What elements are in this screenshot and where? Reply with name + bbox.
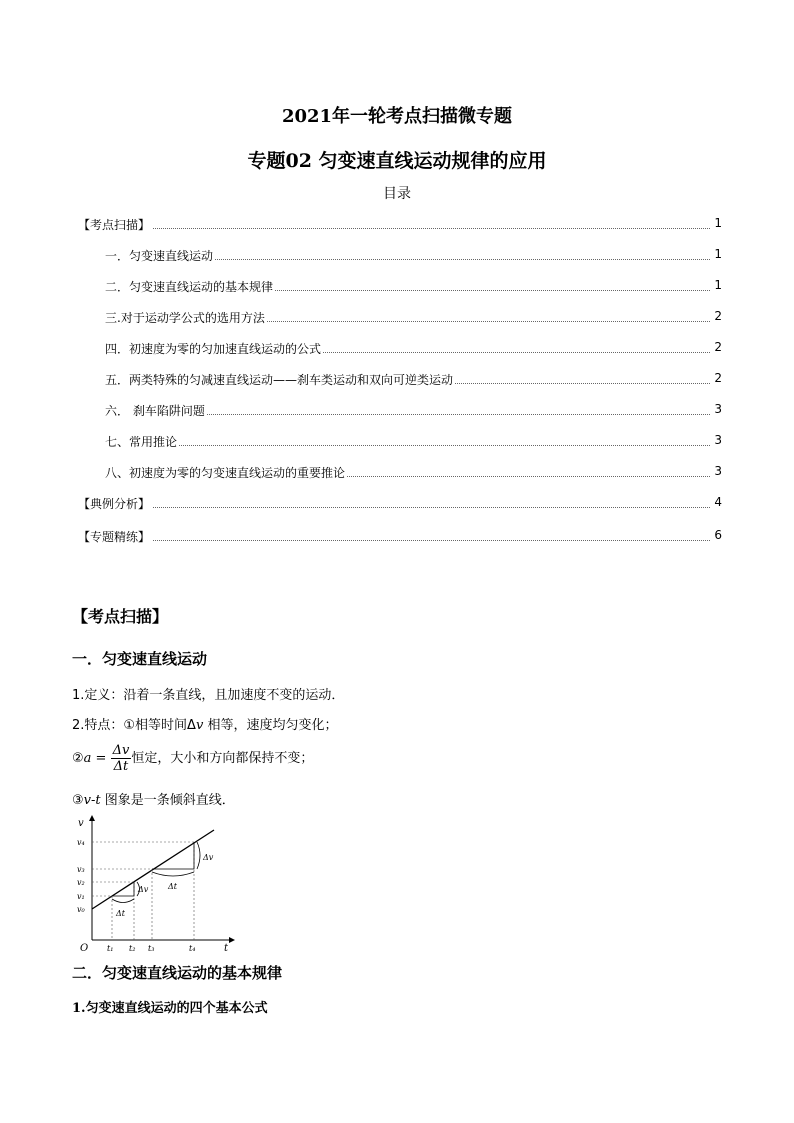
delta-t-label: Δt [168, 882, 177, 891]
origin-label: O [80, 943, 89, 954]
formula-mark: ② [72, 751, 84, 766]
feature-prefix: 2.特点：①相等时间Δ [72, 718, 196, 733]
toc-entry-page: 2 [714, 340, 722, 354]
definition-line: 1.定义：沿着一条直线，且加速度不变的运动． [72, 688, 345, 703]
formula-line [72, 740, 313, 778]
toc-entry-label: 一．匀变速直线运动 [105, 249, 214, 263]
toc-entry-label: 二．匀变速直线运动的基本规律 [105, 280, 274, 294]
y-tick-label: v₃ [77, 865, 85, 874]
toc-dot-leader [78, 540, 710, 541]
toc-entry-page: 3 [714, 464, 722, 478]
feature-var: v [195, 718, 204, 733]
section-heading-scan: 【考点扫描】 [72, 607, 169, 626]
feature-suffix: 相等，速度均匀变化； [203, 718, 338, 733]
toc-entry-4[interactable] [0, 340, 794, 360]
toc-entry-label: 三.对于运动学公式的选用方法 [105, 311, 265, 325]
x-tick-label: t₃ [148, 944, 155, 953]
toc-entry-page: 3 [714, 433, 722, 447]
toc-entry-page: 1 [714, 278, 722, 292]
feature-line [72, 714, 337, 733]
toc-entry-page: 2 [714, 309, 722, 323]
toc-entry-page: 3 [714, 402, 722, 416]
toc-entry-label: 四．初速度为零的匀加速直线运动的公式 [105, 342, 322, 356]
x-axis-label: t [224, 943, 229, 954]
toc-dot-leader [78, 228, 710, 229]
toc-entry-label: 八、初速度为零的匀变速直线运动的重要推论 [105, 466, 346, 480]
toc-entry-exercises[interactable] [0, 528, 794, 548]
section-heading-2: 二．匀变速直线运动的基本规律 [72, 964, 283, 982]
toc-dot-leader [78, 507, 710, 508]
toc-entry-label: 五．两类特殊的匀减速直线运动——刹车类运动和双向可逆类运动 [105, 373, 454, 387]
subsection-heading: 1.匀变速直线运动的四个基本公式 [72, 1001, 268, 1016]
graph-var: v-t [83, 793, 101, 808]
toc-entry-page: 2 [714, 371, 722, 385]
x-tick-label: t₂ [129, 944, 136, 953]
toc-entry-page: 1 [714, 247, 722, 261]
y-tick-label: v₀ [77, 905, 85, 914]
toc-dot-leader [105, 445, 710, 446]
delta-triangles [112, 842, 200, 903]
y-tick-label: v₄ [77, 838, 85, 847]
toc-entry-page: 1 [714, 216, 722, 230]
toc-entry-scan[interactable] [0, 216, 794, 236]
delta-v-label: Δv [203, 853, 214, 862]
x-tick-label: t₄ [189, 944, 196, 953]
graph-suffix: 图象是一条倾斜直线． [100, 793, 235, 808]
toc-entry-label: 【典例分析】 [78, 497, 151, 511]
toc-entry-2[interactable] [0, 278, 794, 298]
graph-line [72, 789, 235, 808]
y-tick-label: v₁ [77, 892, 85, 901]
toc-entry-3[interactable] [0, 309, 794, 329]
toc-entry-8[interactable] [0, 464, 794, 484]
toc-entry-label: 六． 刹车陷阱问题 [105, 404, 205, 418]
toc-heading: 目录 [383, 186, 411, 202]
fraction-numerator: Δv [112, 743, 130, 758]
toc-entry-5[interactable] [0, 371, 794, 391]
y-axis-label: v [78, 818, 84, 829]
toc-entry-page: 6 [714, 528, 722, 542]
toc-entry-1[interactable] [0, 247, 794, 267]
graph-mark: ③ [72, 793, 84, 808]
toc-entry-label: 七、常用推论 [105, 435, 178, 449]
toc-entry-label: 【专题精练】 [78, 530, 151, 544]
acceleration-fraction [111, 743, 132, 774]
formula-suffix: 恒定，大小和方向都保持不变； [131, 751, 314, 766]
toc-entry-page: 4 [714, 495, 722, 509]
doc-subtitle: 专题02 匀变速直线运动规律的应用 [247, 150, 547, 172]
toc-entry-7[interactable] [0, 433, 794, 453]
doc-title: 2021年一轮考点扫描微专题 [281, 106, 513, 127]
vt-graph-figure [72, 812, 242, 954]
toc-entry-examples[interactable] [0, 495, 794, 515]
toc-entry-label: 【考点扫描】 [78, 218, 151, 232]
delta-t-label: Δt [116, 909, 125, 918]
delta-v-label: Δv [138, 885, 149, 894]
fraction-denominator: Δt [113, 759, 129, 774]
y-tick-label: v₂ [77, 878, 85, 887]
section-heading-1: 一．匀变速直线运动 [72, 650, 208, 668]
x-tick-label: t₁ [107, 944, 114, 953]
toc-entry-6[interactable] [0, 402, 794, 422]
formula-lhs: a = [83, 751, 107, 766]
